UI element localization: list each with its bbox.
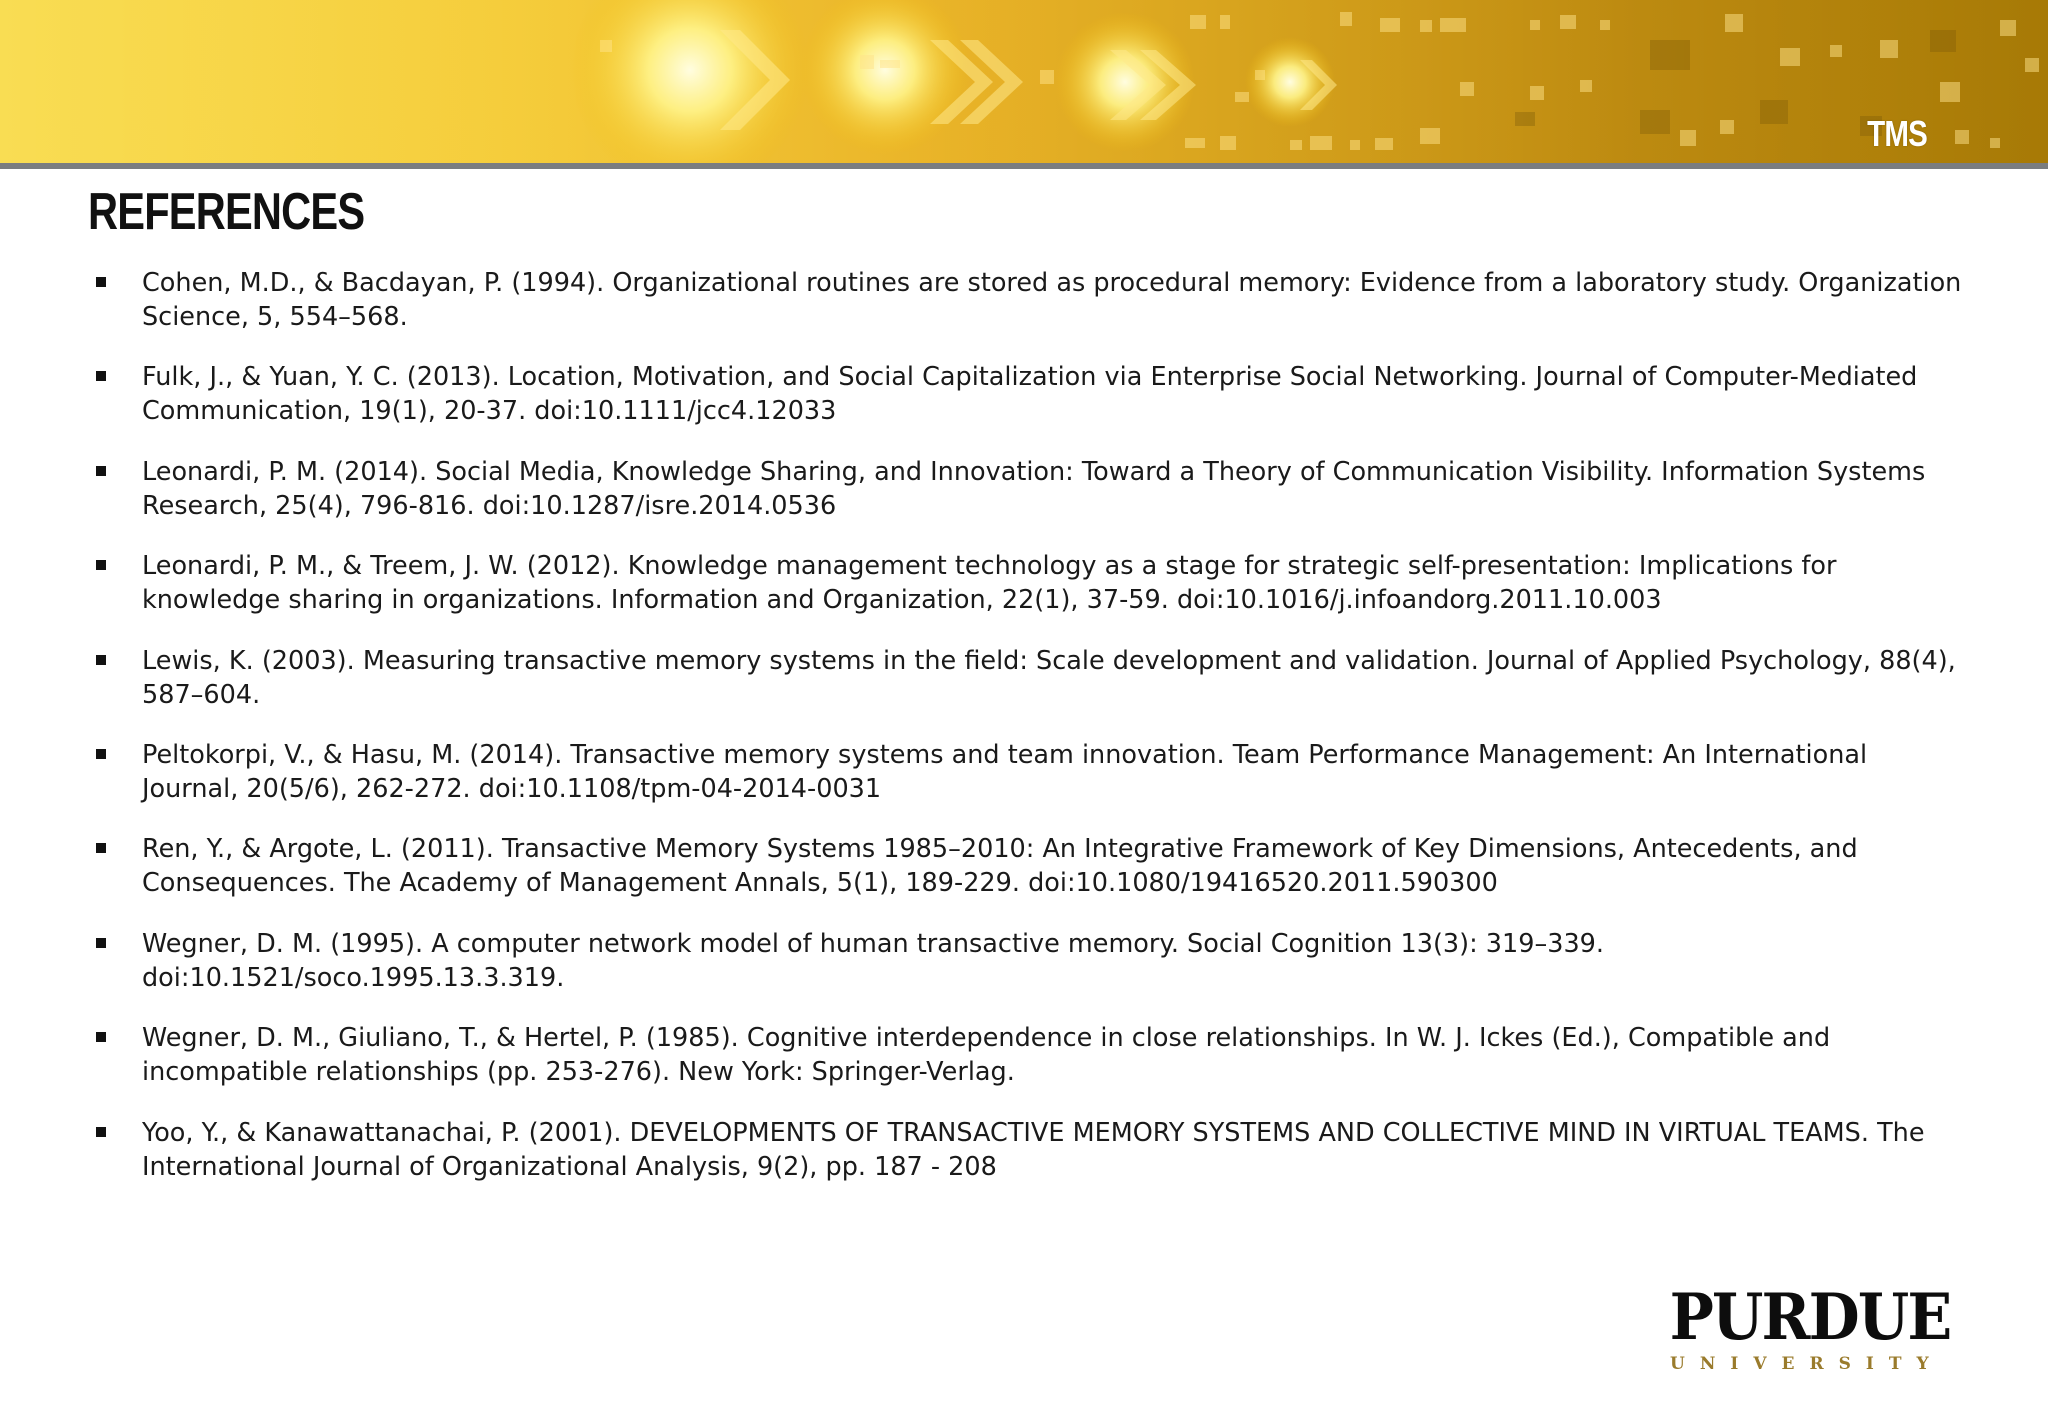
reference-item: [96, 832, 1966, 926]
bullet-icon: [96, 749, 106, 759]
reference-text: Yoo, Y., & Kanawattanachai, P. (2001). DEVELOPMENTS OF TRANSACTIVE MEMORY SYSTEMS AND COLLECTIVE MIND IN VIRTUAL TEAMS. The International Journal of Organizational Analysis, 9(2), pp. 187 - 208: [142, 1117, 1925, 1182]
reference-text: Leonardi, P. M., & Treem, J. W. (2012). Knowledge management technology as a stage for strategic self-presentation: Implications for knowledge sharing in organizations. Information and Organization, 22(1), 37-59. doi:10.1016/j.infoandorg.2011.10.003: [142, 551, 1837, 616]
page-title: REFERENCES: [88, 183, 365, 241]
slide-tag: TMS: [1867, 113, 1927, 154]
reference-text: Wegner, D. M. (1995). A computer network model of human transactive memory. Social Cognition 13(3): 319–339. doi:10.1521/soco.1995.13.3.319.: [142, 928, 1605, 993]
bullet-icon: [96, 655, 106, 665]
reference-text: Peltokorpi, V., & Hasu, M. (2014). Transactive memory systems and team innovation. Team Performance Management: An International Journal, 20(5/6), 262-272. doi:10.1108/tpm-04-2014-0031: [142, 739, 1868, 804]
bullet-icon: [96, 938, 106, 948]
header-banner: [0, 0, 2048, 169]
reference-item: [96, 266, 1966, 360]
bullet-icon: [96, 560, 106, 570]
reference-item: [96, 360, 1966, 454]
reference-item: [96, 549, 1966, 643]
reference-text: Leonardi, P. M. (2014). Social Media, Knowledge Sharing, and Innovation: Toward a Theory of Communication Visibility. Information Systems Research, 25(4), 796-816. doi:10.1287/isre.2014.0536: [142, 456, 1926, 521]
reference-item: [96, 1116, 1966, 1210]
reference-item: [96, 1021, 1966, 1115]
logo-subtitle: UNIVERSITY: [1670, 1354, 1944, 1374]
reference-item: [96, 738, 1966, 832]
reference-text: Fulk, J., & Yuan, Y. C. (2013). Location, Motivation, and Social Capitalization via Enterprise Social Networking. Journal of Computer-Mediated Communication, 19(1), 20-37. doi:10.1111/jcc4.12033: [142, 362, 1918, 427]
banner-rule: [0, 163, 2048, 169]
reference-item: [96, 927, 1966, 1021]
bullet-icon: [96, 1032, 106, 1042]
reference-text: Lewis, K. (2003). Measuring transactive memory systems in the field: Scale development and validation. Journal of Applied Psychology, 88(4), 587–604.: [142, 645, 1956, 710]
reference-text: Wegner, D. M., Giuliano, T., & Hertel, P. (1985). Cognitive interdependence in close relationships. In W. J. Ickes (Ed.), Compatible and incompatible relationships (pp. 253-276). New York: Springer-Verlag.: [142, 1023, 1831, 1088]
reference-list: [96, 266, 1966, 1210]
reference-text: Ren, Y., & Argote, L. (2011). Transactive Memory Systems 1985–2010: An Integrative Framework of Key Dimensions, Antecedents, and Consequences. The Academy of Management Annals, 5(1), 189-229. doi:10.1080/19416520.2011.590300: [142, 834, 1858, 899]
banner-graphic: [0, 0, 2048, 169]
bullet-icon: [96, 1127, 106, 1137]
bullet-icon: [96, 466, 106, 476]
logo-wordmark: PURDUE: [1669, 1280, 1951, 1355]
reference-text: Cohen, M.D., & Bacdayan, P. (1994). Organizational routines are stored as procedural memory: Evidence from a laboratory study. Organization Science, 5, 554–568.: [142, 268, 1962, 332]
bullet-icon: [96, 843, 106, 853]
purdue-logo: [1660, 1280, 1951, 1387]
bullet-icon: [96, 277, 106, 287]
reference-item: [96, 455, 1966, 549]
reference-item: [96, 644, 1966, 738]
bullet-icon: [96, 371, 106, 381]
